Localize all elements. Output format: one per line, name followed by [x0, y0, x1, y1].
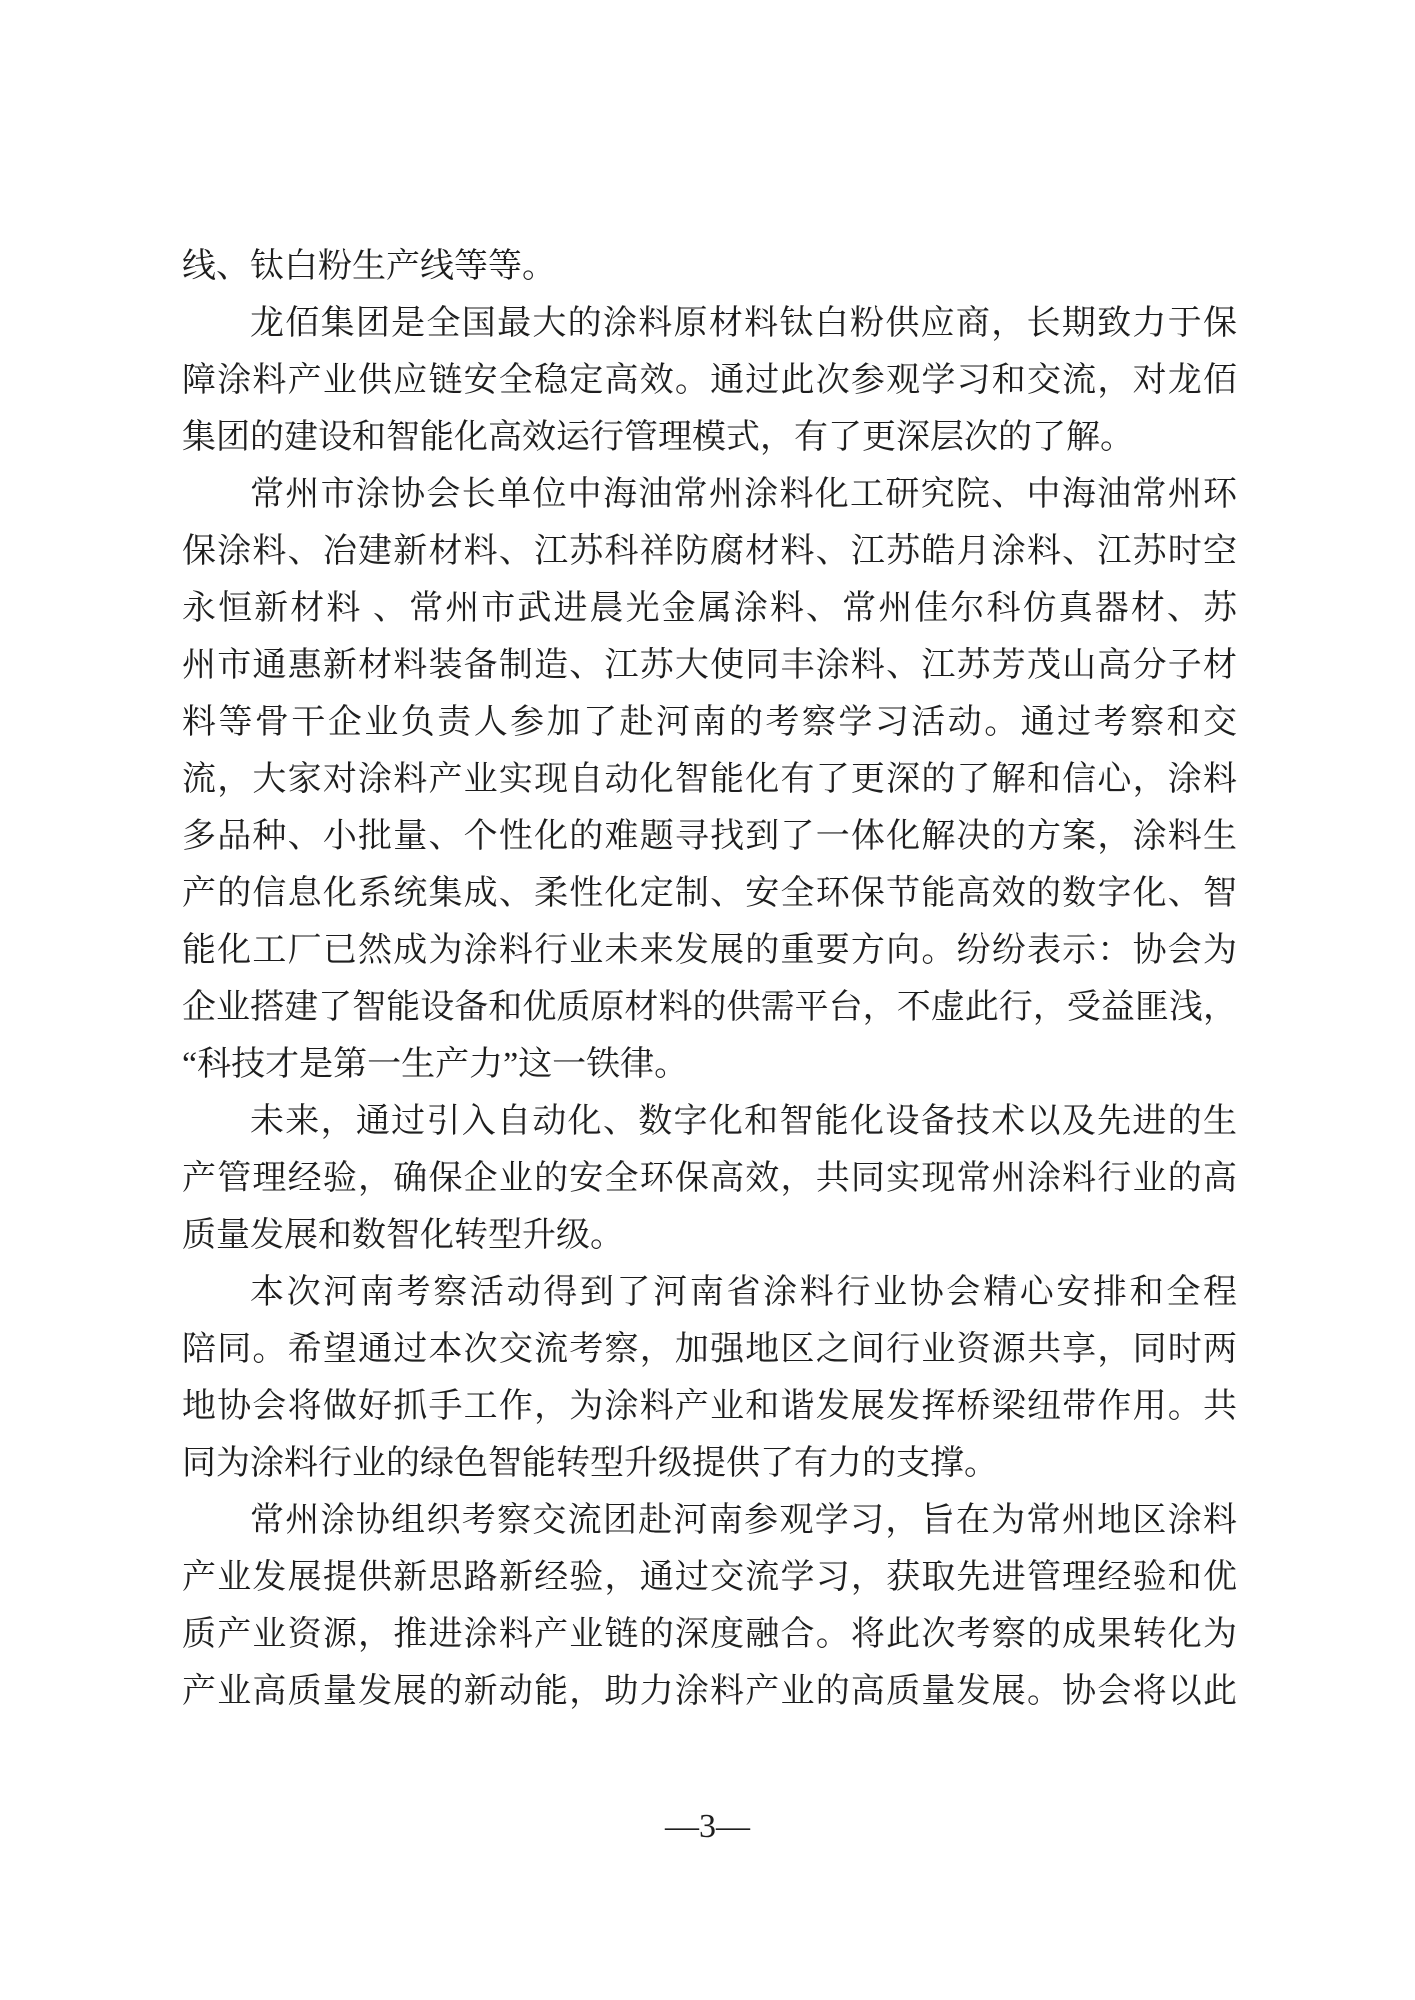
text-line: 集团的建设和智能化高效运行管理模式，有了更深层次的了解。 — [182, 419, 1134, 456]
text-line: 产的信息化系统集成、柔性化定制、安全环保节能高效的数字化、智 — [182, 875, 1237, 912]
text-line: 同为涂料行业的绿色智能转型升级提供了有力的支撑。 — [182, 1445, 998, 1482]
text-line: 陪同。希望通过本次交流考察，加强地区之间行业资源共享，同时两 — [182, 1331, 1237, 1368]
text-line: 产管理经验，确保企业的安全环保高效，共同实现常州涂料行业的高 — [182, 1160, 1237, 1197]
text-line: 常州涂协组织考察交流团赴河南参观学习，旨在为常州地区涂料 — [250, 1502, 1237, 1539]
text-line: 未来，通过引入自动化、数字化和智能化设备技术以及先进的生 — [250, 1103, 1237, 1140]
text-line: 永恒新材料 、常州市武进晨光金属涂料、常州佳尔科仿真器材、苏 — [182, 590, 1237, 627]
text-line: 流，大家对涂料产业实现自动化智能化有了更深的了解和信心，涂料 — [182, 761, 1237, 798]
text-line: 质量发展和数智化转型升级。 — [182, 1217, 624, 1254]
text-line: 地协会将做好抓手工作，为涂料产业和谐发展发挥桥梁纽带作用。共 — [182, 1388, 1237, 1425]
document-body — [182, 238, 1237, 1720]
text-line: “科技才是第一生产力”这一铁律。 — [182, 1046, 689, 1083]
text-line: 线、钛白粉生产线等等。 — [182, 248, 556, 285]
text-line: 质产业资源，推进涂料产业链的深度融合。将此次考察的成果转化为 — [182, 1616, 1237, 1653]
text-line: 障涂料产业供应链安全稳定高效。通过此次参观学习和交流，对龙佰 — [182, 362, 1237, 399]
text-line: 企业搭建了智能设备和优质原材料的供需平台，不虚此行，受益匪浅， — [182, 989, 1237, 1026]
text-line: 本次河南考察活动得到了河南省涂料行业协会精心安排和全程 — [250, 1274, 1237, 1311]
text-line: 能化工厂已然成为涂料行业未来发展的重要方向。纷纷表示：协会为 — [182, 932, 1237, 969]
text-line: 料等骨干企业负责人参加了赴河南的考察学习活动。通过考察和交 — [182, 704, 1237, 741]
text-line: 州市通惠新材料装备制造、江苏大使同丰涂料、江苏芳茂山高分子材 — [182, 647, 1237, 684]
text-line: 产业高质量发展的新动能，助力涂料产业的高质量发展。协会将以此 — [182, 1673, 1237, 1710]
text-line: 龙佰集团是全国最大的涂料原材料钛白粉供应商，长期致力于保 — [250, 305, 1237, 342]
page-number: —3— — [665, 1808, 750, 1845]
text-line: 多品种、小批量、个性化的难题寻找到了一体化解决的方案，涂料生 — [182, 818, 1237, 855]
text-line: 产业发展提供新思路新经验，通过交流学习，获取先进管理经验和优 — [182, 1559, 1237, 1596]
text-line: 保涂料、冶建新材料、江苏科祥防腐材料、江苏皓月涂料、江苏时空 — [182, 533, 1237, 570]
text-line: 常州市涂协会长单位中海油常州涂料化工研究院、中海油常州环 — [250, 476, 1237, 513]
